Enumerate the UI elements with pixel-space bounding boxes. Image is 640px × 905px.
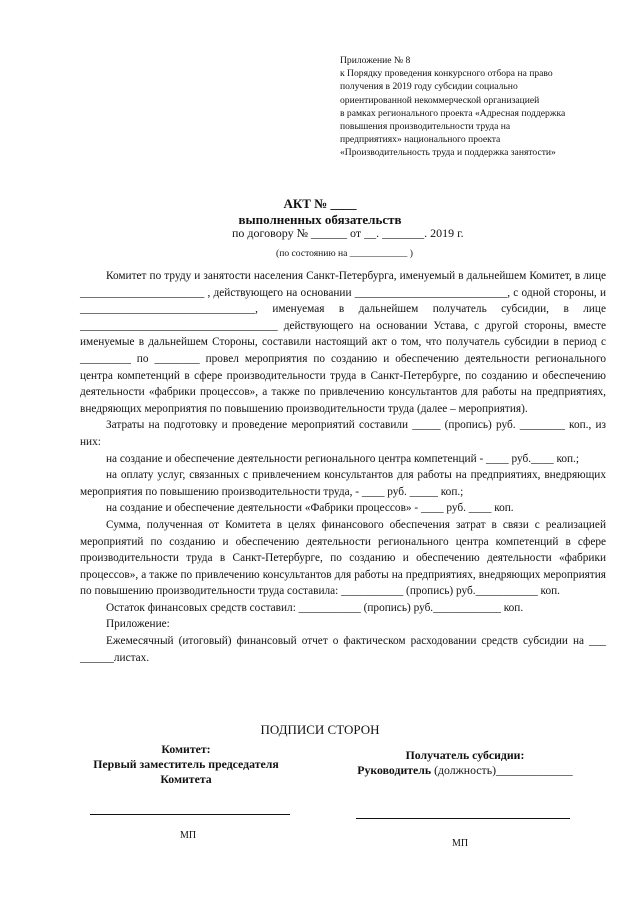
appendix-line: повышения производительности труда на: [340, 121, 511, 133]
paragraph-report: Ежемесячный (итоговый) финансовый отчет о фактическом расходовании средств субсидии на ___ ______листах.: [80, 635, 606, 664]
recipient-stamp-label: МП: [452, 838, 469, 849]
paragraph-attachment: Приложение:: [106, 618, 170, 631]
paragraph-parties: Комитет по труду и занятости населения Санкт-Петербурга, именуемый в дальнейшем Комитет, в лице ______________________ , действующего на основании ___________________________, с одной стороны, и _______________________________, именуемая в дальнейшем получатель субсидии, в лице ___________________________________ действующего на основании Устава, с другой стороны, вместе именуемые в дальнейшем Стороны, составили настоящий акт о том, что получатель субсидии в период с _________ по ________ провел мероприятия по созданию и обеспечению деятельности регионального центра компетенций в сфере производительности труда в Санкт-Петербурге, по созданию и обеспечению деятельности «фабрики процессов», а также по привлечению консультантов для работы на предприятиях, внедряющих мероприятия по повышению производительности труда (далее – мероприятия).: [80, 270, 606, 415]
committee-label: Комитет:: [161, 742, 211, 756]
act-body: [80, 268, 606, 666]
committee-position-cont: Комитета: [160, 772, 212, 786]
paragraph-costs-consultants: на оплату услуг, связанных с привлечением консультантов для работы на предприятиях, внедряющих мероприятия по повышению производительности труда, - ____ руб. _____ коп.;: [80, 469, 606, 498]
appendix-block: [340, 54, 610, 160]
committee-signature-block: [76, 742, 296, 787]
recipient-position-blank: _____________: [496, 763, 573, 777]
act-title: АКТ № ____: [283, 196, 357, 211]
paragraph-costs-center: на создание и обеспечение деятельности регионального центра компетенций - ____ руб.____ коп.;: [106, 452, 580, 465]
signatures-title: ПОДПИСИ СТОРОН: [260, 722, 380, 737]
appendix-line: получения в 2019 году субсидии социально: [340, 81, 518, 93]
recipient-signature-line: [356, 818, 570, 819]
committee-position: Первый заместитель председателя: [93, 757, 279, 771]
act-subtitle: выполненных обязательств: [238, 212, 402, 227]
recipient-label: Получатель субсидии:: [405, 748, 525, 762]
paragraph-balance: Остаток финансовых средств составил: ___________ (пропись) руб.____________ коп.: [106, 601, 524, 614]
appendix-line: «Производительность труда и поддержка занятости»: [340, 147, 556, 159]
paragraph-costs-factory: на создание и обеспечение деятельности «Фабрики процессов» - ____ руб. ____ коп.: [106, 502, 514, 515]
recipient-position-note: (должность): [434, 763, 497, 777]
paragraph-costs-total: Затраты на подготовку и проведение мероприятий составили _____ (пропись) руб. ________ коп., из них:: [80, 419, 606, 448]
committee-signature-line: [90, 814, 290, 815]
recipient-position: [340, 763, 590, 778]
status-date-line: (по состоянию на ____________ ): [276, 248, 413, 259]
committee-stamp-label: МП: [180, 830, 197, 841]
appendix-line: Приложение № 8: [340, 55, 411, 66]
appendix-line: ориентированной некоммерческой организацией: [340, 94, 540, 106]
contract-line: по договору № ______ от __. _______. 2019 г.: [232, 226, 464, 240]
appendix-line: к Порядку проведения конкурсного отбора на право: [340, 68, 553, 80]
recipient-signature-block: [340, 748, 590, 778]
appendix-line: в рамках регионального проекта «Адресная поддержка: [340, 107, 566, 119]
recipient-position-title: Руководитель: [357, 763, 432, 777]
appendix-line: предприятиях» национального проекта: [340, 134, 501, 146]
paragraph-amount-received: Сумма, полученная от Комитета в целях финансового обеспечения затрат в связи с реализацией мероприятий по созданию и обеспечению деятельности регионального центра компетенций в сфере производительности труда в Санкт-Петербурге, по созданию и обеспечению деятельности «фабрики процессов», а также по привлечению консультантов для работы на предприятиях, внедряющих мероприятия по повышению производительности труда составила: ___________ (пропись) руб.___________ коп.: [80, 518, 606, 598]
